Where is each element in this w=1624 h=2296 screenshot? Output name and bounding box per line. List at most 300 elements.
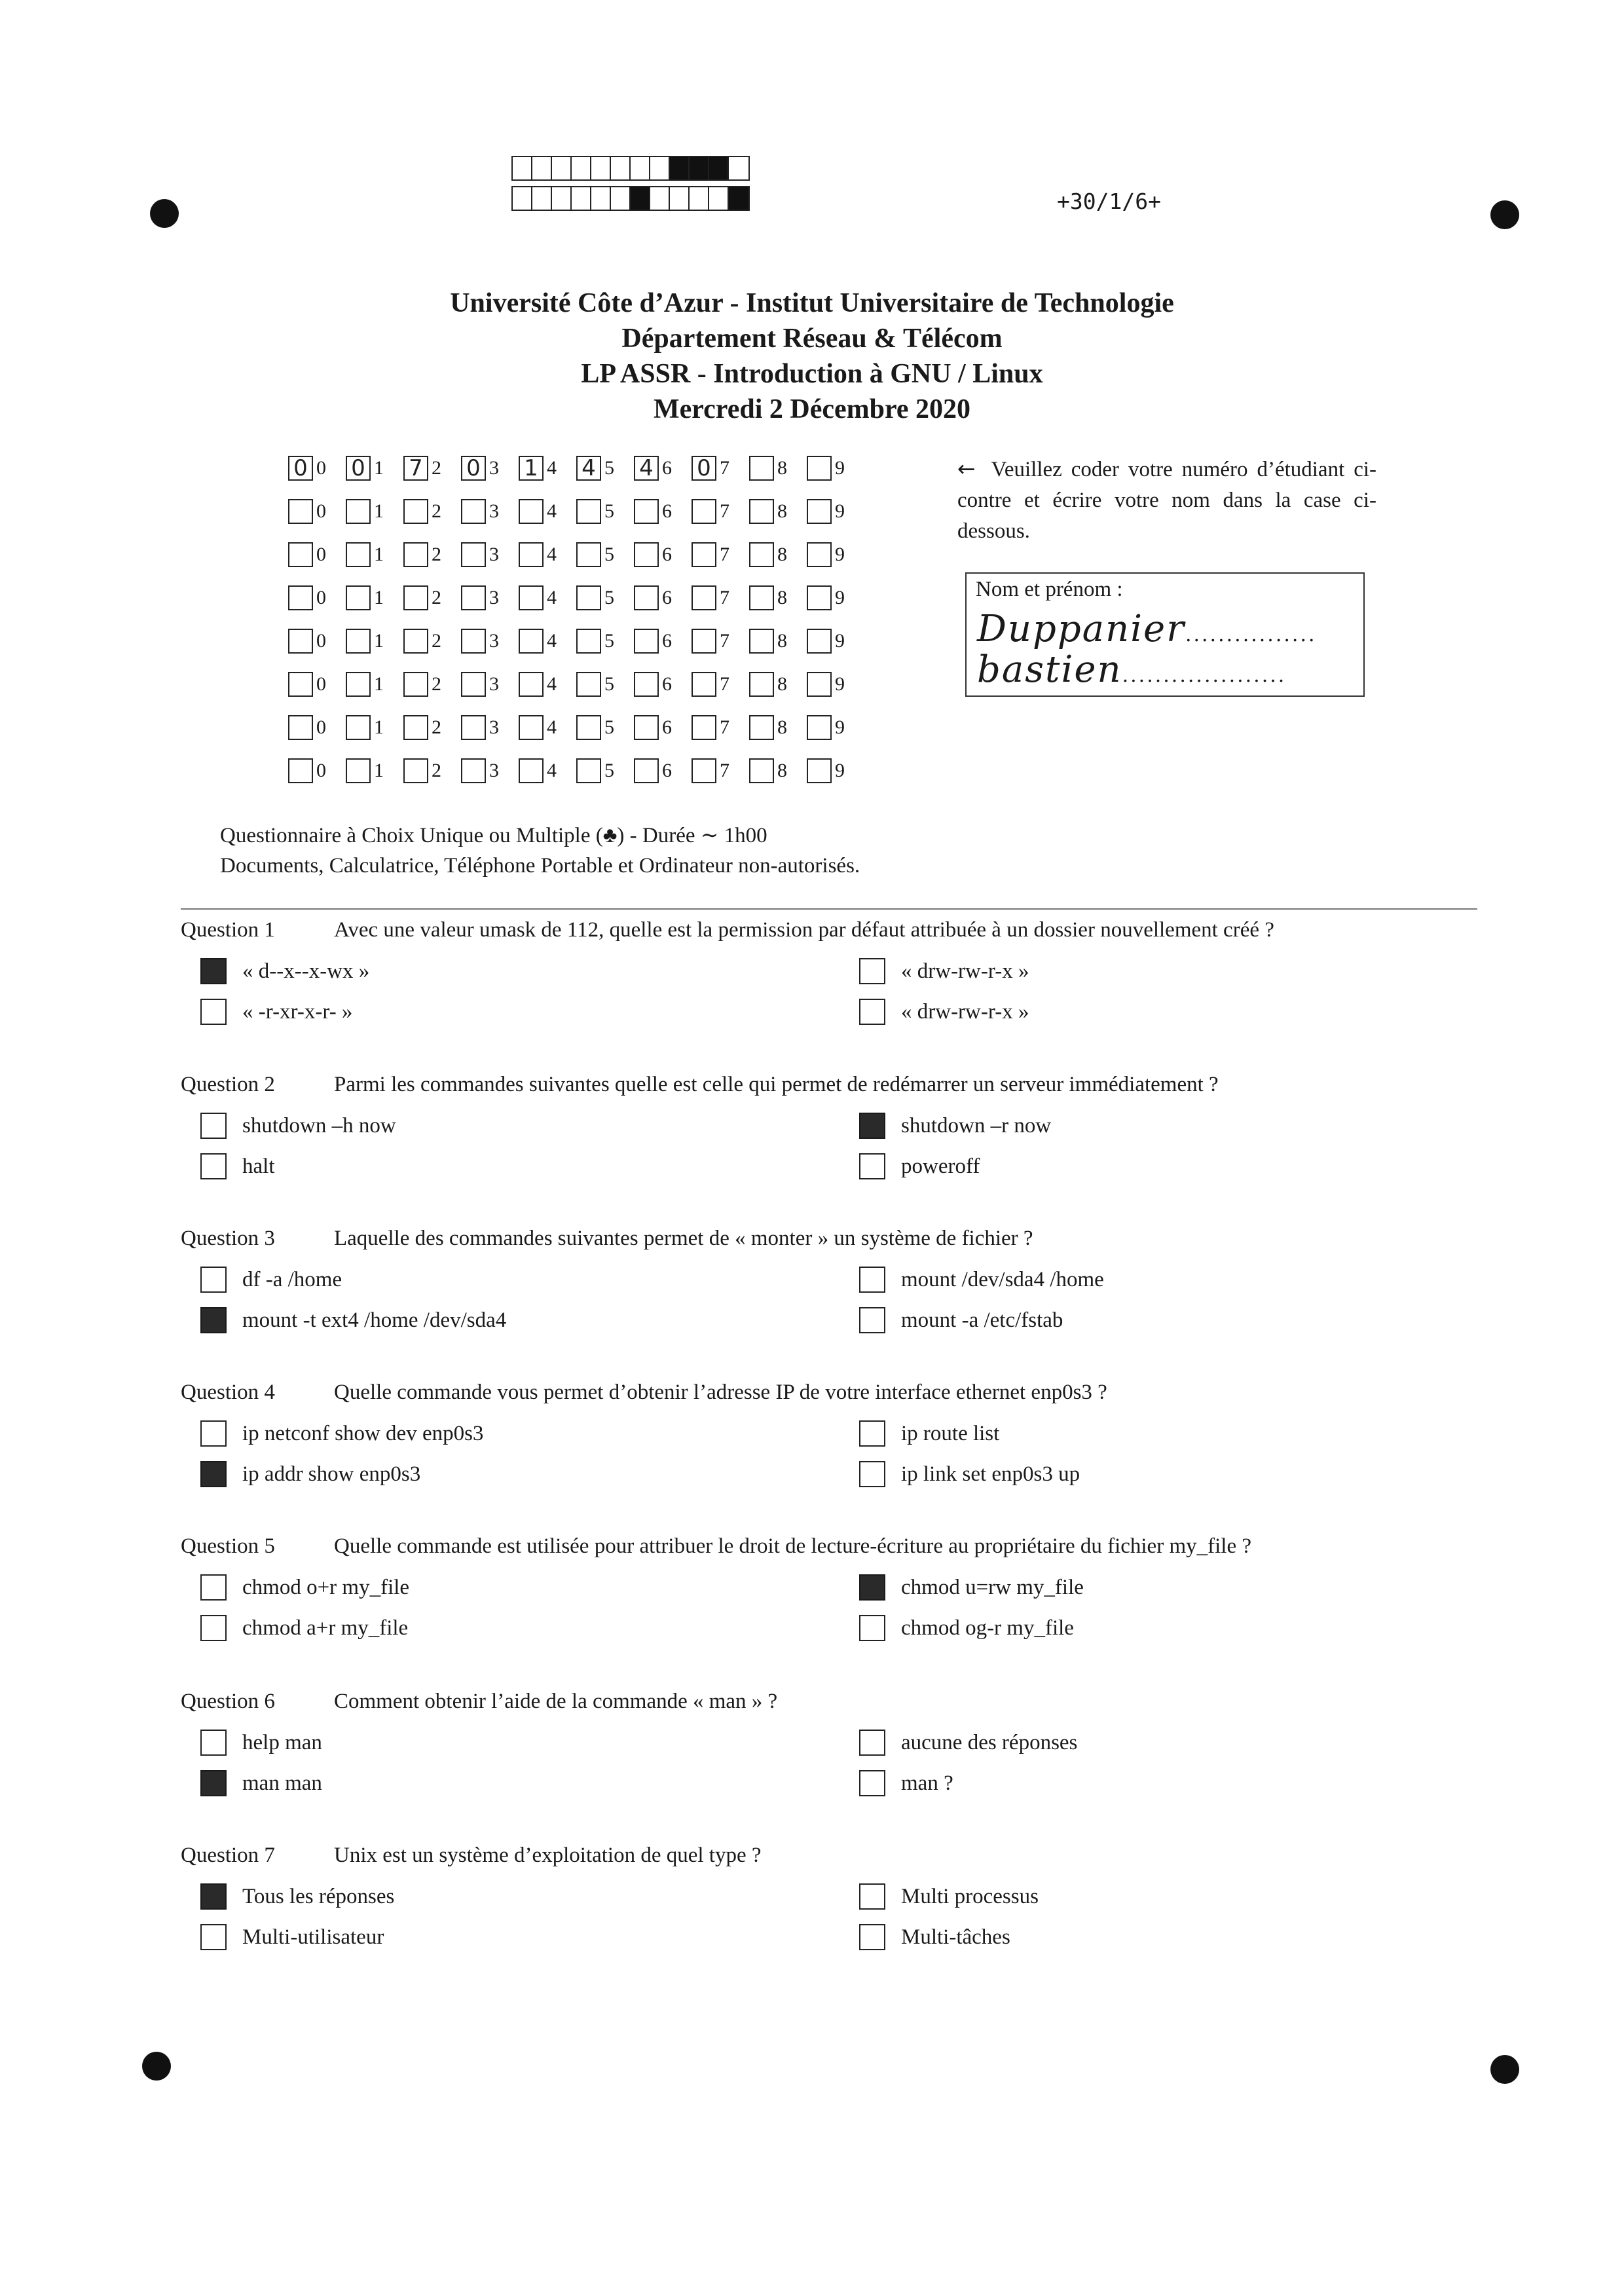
digit-checkbox[interactable]: [749, 499, 774, 524]
digit-checkbox[interactable]: [576, 629, 601, 654]
student-id-digit-cell[interactable]: [403, 499, 461, 524]
student-id-digit-cell[interactable]: [519, 499, 576, 524]
student-id-digit-cell[interactable]: [634, 672, 692, 697]
checkbox[interactable]: [200, 1730, 227, 1756]
digit-checkbox[interactable]: [461, 585, 486, 610]
answer-options: [181, 1574, 1484, 1653]
digit-checkbox[interactable]: [807, 629, 832, 654]
digit-checkbox[interactable]: [749, 542, 774, 567]
digit-label: 1: [374, 760, 384, 781]
checkbox[interactable]: [200, 1113, 227, 1139]
answer-text: « -r-xr-x-r- »: [242, 999, 353, 1024]
digit-label: 4: [547, 587, 557, 608]
digit-checkbox[interactable]: [346, 715, 371, 740]
checkbox[interactable]: [200, 1267, 227, 1293]
digit-label: 1: [374, 500, 384, 522]
digit-checkbox[interactable]: [461, 499, 486, 524]
student-id-digit-cell[interactable]: [346, 456, 403, 481]
student-id-digit-cell[interactable]: [461, 715, 519, 740]
digit-checkbox[interactable]: [634, 758, 659, 783]
answer-text: df -a /home: [242, 1267, 342, 1291]
digit-checkbox[interactable]: [634, 629, 659, 654]
answer-option[interactable]: [200, 1307, 506, 1333]
student-id-digit-cell[interactable]: [346, 585, 403, 610]
answer-option[interactable]: [859, 1730, 1077, 1756]
student-id-digit-cell[interactable]: [288, 715, 346, 740]
digit-checkbox[interactable]: [807, 758, 832, 783]
checkbox[interactable]: [200, 1420, 227, 1447]
digit-label: 9: [835, 500, 845, 522]
digit-checkbox[interactable]: 0: [288, 456, 313, 481]
student-id-digit-cell[interactable]: [288, 542, 346, 567]
answer-text: mount -t ext4 /home /dev/sda4: [242, 1308, 507, 1332]
digit-checkbox[interactable]: [576, 542, 601, 567]
student-id-digit-cell[interactable]: [461, 758, 519, 783]
digit-checkbox[interactable]: [288, 758, 313, 783]
answer-text: man man: [242, 1771, 322, 1795]
student-id-digit-cell[interactable]: [403, 672, 461, 697]
digit-checkbox[interactable]: [346, 585, 371, 610]
digit-label: 7: [720, 544, 729, 565]
checked-checkbox[interactable]: [200, 958, 227, 984]
student-id-digit-cell[interactable]: [634, 456, 692, 481]
digit-checkbox[interactable]: [634, 542, 659, 567]
student-id-digit-cell[interactable]: [288, 672, 346, 697]
question-1: [181, 918, 1484, 1037]
answer-option[interactable]: [200, 1574, 409, 1601]
student-id-digit-cell[interactable]: [346, 672, 403, 697]
student-id-digit-cell[interactable]: [807, 456, 864, 481]
answer-option[interactable]: [859, 1924, 1010, 1950]
question-number: Question 5: [181, 1534, 275, 1558]
digit-label: 2: [432, 630, 441, 652]
student-id-digit-cell[interactable]: [403, 758, 461, 783]
answer-option[interactable]: [200, 1924, 384, 1950]
checkbox[interactable]: [859, 1615, 885, 1641]
barcode-cell: [709, 187, 729, 210]
digit-checkbox[interactable]: [519, 585, 544, 610]
student-id-digit-cell[interactable]: [519, 456, 576, 481]
answer-options: [181, 1730, 1484, 1808]
student-id-digit-cell[interactable]: [634, 629, 692, 654]
question-text: Laquelle des commandes suivantes permet de « monter » un système de fichier ?: [334, 1227, 1033, 1250]
student-id-digit-cell[interactable]: [461, 672, 519, 697]
digit-checkbox[interactable]: [461, 542, 486, 567]
answer-option[interactable]: [200, 1153, 274, 1179]
student-id-digit-cell[interactable]: [403, 585, 461, 610]
digit-label: 5: [604, 500, 614, 522]
digit-checkbox[interactable]: [749, 715, 774, 740]
answer-option[interactable]: [859, 1307, 1063, 1333]
digit-checkbox[interactable]: [403, 542, 428, 567]
student-id-digit-cell[interactable]: [576, 715, 634, 740]
question-5: [181, 1534, 1484, 1653]
digit-checkbox[interactable]: [403, 758, 428, 783]
student-id-row: [288, 710, 864, 745]
answer-option[interactable]: [859, 1574, 1084, 1601]
digit-label: 9: [835, 457, 845, 479]
digit-checkbox[interactable]: [576, 672, 601, 697]
student-id-digit-cell[interactable]: [576, 499, 634, 524]
student-id-digit-cell[interactable]: [634, 542, 692, 567]
digit-checkbox[interactable]: [346, 672, 371, 697]
student-id-digit-cell[interactable]: [346, 715, 403, 740]
student-id-digit-cell[interactable]: [692, 672, 749, 697]
barcode-cell: [532, 187, 552, 210]
digit-checkbox[interactable]: [692, 629, 716, 654]
student-id-digit-cell[interactable]: [692, 715, 749, 740]
answer-option[interactable]: [200, 1461, 420, 1487]
checkbox[interactable]: [859, 1461, 885, 1487]
digit-checkbox[interactable]: 0: [461, 456, 486, 481]
checkbox[interactable]: [859, 1307, 885, 1333]
digit-checkbox[interactable]: [403, 499, 428, 524]
digit-checkbox[interactable]: [288, 499, 313, 524]
checkbox[interactable]: [859, 1730, 885, 1756]
digit-label: 6: [662, 457, 672, 479]
student-id-digit-cell[interactable]: [749, 456, 807, 481]
digit-checkbox[interactable]: [288, 542, 313, 567]
digit-checkbox[interactable]: [692, 542, 716, 567]
student-id-digit-cell[interactable]: [403, 456, 461, 481]
digit-checkbox[interactable]: [634, 499, 659, 524]
digit-label: 3: [489, 630, 499, 652]
digit-label: 5: [604, 544, 614, 565]
digit-label: 4: [547, 760, 557, 781]
student-id-row: [288, 451, 864, 486]
digit-checkbox[interactable]: [346, 542, 371, 567]
digit-label: 8: [777, 630, 787, 652]
answer-option[interactable]: [859, 1113, 1051, 1139]
digit-checkbox[interactable]: [634, 715, 659, 740]
checkbox[interactable]: [200, 1924, 227, 1950]
digit-label: 9: [835, 630, 845, 652]
digit-checkbox[interactable]: [749, 585, 774, 610]
digit-label: 6: [662, 630, 672, 652]
checkbox[interactable]: [200, 1574, 227, 1601]
digit-label: 4: [547, 716, 557, 738]
student-id-digit-cell[interactable]: [288, 499, 346, 524]
digit-checkbox[interactable]: [519, 715, 544, 740]
answer-options: [181, 1267, 1484, 1345]
answer-option[interactable]: [859, 1153, 980, 1179]
digit-checkbox[interactable]: [692, 499, 716, 524]
student-id-digit-cell[interactable]: [807, 758, 864, 783]
student-id-digit-cell[interactable]: [519, 758, 576, 783]
student-id-digit-cell[interactable]: [346, 758, 403, 783]
digit-checkbox[interactable]: [519, 542, 544, 567]
student-id-digit-cell[interactable]: [749, 499, 807, 524]
digit-checkbox[interactable]: [519, 672, 544, 697]
checkbox[interactable]: [859, 1153, 885, 1179]
student-id-digit-cell[interactable]: [403, 715, 461, 740]
student-id-digit-cell[interactable]: [749, 542, 807, 567]
digit-checkbox[interactable]: 7: [403, 456, 428, 481]
name-box[interactable]: [965, 572, 1365, 697]
student-id-digit-cell[interactable]: [634, 715, 692, 740]
student-id-digit-cell[interactable]: [576, 542, 634, 567]
digit-checkbox[interactable]: [461, 758, 486, 783]
digit-label: 9: [835, 587, 845, 608]
barcode-cell: [591, 187, 611, 210]
student-id-digit-cell[interactable]: [576, 758, 634, 783]
barcode-cell: [650, 157, 670, 179]
checkbox[interactable]: [200, 1153, 227, 1179]
student-id-digit-cell[interactable]: [749, 758, 807, 783]
id-instructions: [957, 453, 1376, 547]
digit-label: 7: [720, 760, 729, 781]
digit-label: 4: [547, 457, 557, 479]
answer-option[interactable]: [200, 1615, 408, 1641]
digit-checkbox[interactable]: 0: [346, 456, 371, 481]
answer-option[interactable]: [859, 1770, 953, 1796]
question-text: Avec une valeur umask de 112, quelle est la permission par défaut attribuée à un dossier nouvellement créé ?: [334, 918, 1274, 942]
digit-checkbox[interactable]: 1: [519, 456, 544, 481]
student-id-digit-cell[interactable]: [692, 758, 749, 783]
digit-checkbox[interactable]: [288, 585, 313, 610]
student-id-digit-cell[interactable]: [807, 542, 864, 567]
question-6: [181, 1690, 1484, 1808]
digit-checkbox[interactable]: [288, 672, 313, 697]
answer-option[interactable]: [859, 1615, 1074, 1641]
checkbox[interactable]: [859, 1267, 885, 1293]
registration-mark: [1490, 200, 1519, 229]
barcode-cell: [513, 157, 532, 179]
student-id-digit-cell[interactable]: [346, 542, 403, 567]
question-text: Parmi les commandes suivantes quelle est celle qui permet de redémarrer un serveur immédiatement ?: [334, 1073, 1219, 1096]
student-id-row: [288, 667, 864, 702]
student-id-digit-cell[interactable]: [346, 629, 403, 654]
student-id-digit-cell[interactable]: [807, 499, 864, 524]
digit-checkbox[interactable]: [749, 456, 774, 481]
student-id-digit-cell[interactable]: [576, 672, 634, 697]
digit-checkbox[interactable]: [692, 672, 716, 697]
checkbox[interactable]: [859, 1924, 885, 1950]
checkbox[interactable]: [200, 1615, 227, 1641]
digit-label: 0: [316, 544, 326, 565]
digit-label: 6: [662, 544, 672, 565]
student-id-digit-cell[interactable]: [634, 758, 692, 783]
exam-rules: Documents, Calculatrice, Téléphone Portable et Ordinateur non-autorisés.: [220, 854, 860, 878]
answer-option[interactable]: [859, 1420, 999, 1447]
digit-label: 8: [777, 760, 787, 781]
digit-checkbox[interactable]: 4: [576, 456, 601, 481]
student-id-digit-cell[interactable]: [519, 672, 576, 697]
digit-checkbox[interactable]: [749, 629, 774, 654]
registration-mark: [142, 2052, 171, 2081]
digit-label: 8: [777, 587, 787, 608]
checked-checkbox[interactable]: [859, 1574, 885, 1601]
answer-text: aucune des réponses: [901, 1730, 1078, 1754]
divider: [181, 908, 1477, 910]
checked-checkbox[interactable]: [859, 1113, 885, 1139]
digit-checkbox[interactable]: [749, 672, 774, 697]
question-3: [181, 1227, 1484, 1345]
digit-checkbox[interactable]: [576, 715, 601, 740]
answer-option[interactable]: [200, 1420, 483, 1447]
first-name: bastien: [977, 648, 1122, 691]
barcode-cell: [709, 157, 729, 179]
student-id-digit-cell[interactable]: [461, 629, 519, 654]
student-id-row: [288, 580, 864, 616]
checked-checkbox[interactable]: [200, 1307, 227, 1333]
digit-label: 6: [662, 673, 672, 695]
digit-checkbox[interactable]: [346, 758, 371, 783]
digit-checkbox[interactable]: [403, 585, 428, 610]
digit-checkbox[interactable]: [403, 672, 428, 697]
answer-option[interactable]: [200, 999, 352, 1025]
digit-checkbox[interactable]: [807, 585, 832, 610]
digit-label: 2: [432, 500, 441, 522]
digit-checkbox[interactable]: [461, 672, 486, 697]
answer-text: Tous les réponses: [242, 1884, 395, 1908]
digit-checkbox[interactable]: [576, 758, 601, 783]
answer-option[interactable]: [859, 1461, 1080, 1487]
student-id-digit-cell[interactable]: [807, 629, 864, 654]
student-id-digit-cell[interactable]: [807, 715, 864, 740]
digit-checkbox[interactable]: [807, 715, 832, 740]
student-id-digit-cell[interactable]: [288, 456, 346, 481]
student-id-digit-cell[interactable]: [461, 542, 519, 567]
student-id-digit-cell[interactable]: [692, 499, 749, 524]
digit-checkbox[interactable]: [576, 499, 601, 524]
student-id-digit-cell[interactable]: [576, 585, 634, 610]
digit-checkbox[interactable]: [461, 629, 486, 654]
student-id-digit-cell[interactable]: [519, 715, 576, 740]
student-id-digit-cell[interactable]: [403, 542, 461, 567]
digit-checkbox[interactable]: [403, 715, 428, 740]
question-number: Question 1: [181, 918, 275, 942]
student-id-digit-cell[interactable]: [634, 499, 692, 524]
barcode-cell: [670, 187, 690, 210]
answer-option[interactable]: [859, 958, 1029, 984]
student-id-grid: [288, 451, 864, 796]
student-id-digit-cell[interactable]: [692, 585, 749, 610]
digit-label: 2: [432, 457, 441, 479]
digit-checkbox[interactable]: [807, 499, 832, 524]
question-header: [181, 1073, 1484, 1097]
student-id-row: [288, 537, 864, 572]
digit-checkbox[interactable]: [461, 715, 486, 740]
student-id-digit-cell[interactable]: [403, 629, 461, 654]
checkbox[interactable]: [859, 1420, 885, 1447]
student-id-digit-cell[interactable]: [692, 456, 749, 481]
digit-checkbox[interactable]: [692, 585, 716, 610]
student-id-digit-cell[interactable]: [461, 499, 519, 524]
digit-label: 8: [777, 673, 787, 695]
student-id-digit-cell[interactable]: [749, 715, 807, 740]
exam-format: Questionnaire à Choix Unique ou Multiple (♣) - Durée ∼ 1h00: [220, 824, 767, 847]
answer-option[interactable]: [200, 1730, 322, 1756]
checked-checkbox[interactable]: [200, 1461, 227, 1487]
digit-checkbox[interactable]: [346, 499, 371, 524]
answer-option[interactable]: [200, 958, 369, 984]
digit-checkbox[interactable]: [346, 629, 371, 654]
student-id-digit-cell[interactable]: [346, 499, 403, 524]
student-id-digit-cell[interactable]: [749, 672, 807, 697]
answer-option[interactable]: [200, 1883, 394, 1910]
digit-checkbox[interactable]: [807, 542, 832, 567]
digit-label: 4: [547, 630, 557, 652]
digit-checkbox[interactable]: [403, 629, 428, 654]
student-id-digit-cell[interactable]: [692, 629, 749, 654]
digit-checkbox[interactable]: [519, 499, 544, 524]
digit-label: 2: [432, 716, 441, 738]
checkbox[interactable]: [859, 1883, 885, 1910]
student-id-digit-cell[interactable]: [519, 629, 576, 654]
student-id-digit-cell[interactable]: [807, 672, 864, 697]
barcode-bottom: [511, 186, 750, 211]
student-id-digit-cell[interactable]: [692, 542, 749, 567]
answer-option[interactable]: [200, 1770, 322, 1796]
exam-header: [0, 286, 1624, 427]
digit-checkbox[interactable]: [807, 456, 832, 481]
left-arrow-icon: ←: [957, 456, 976, 481]
digit-label: 6: [662, 587, 672, 608]
student-id-digit-cell[interactable]: [461, 585, 519, 610]
digit-checkbox[interactable]: 4: [634, 456, 659, 481]
digit-checkbox[interactable]: [519, 758, 544, 783]
digit-checkbox[interactable]: [519, 629, 544, 654]
answer-option[interactable]: [859, 1883, 1039, 1910]
answer-option[interactable]: [200, 1113, 396, 1139]
student-id-digit-cell[interactable]: [576, 456, 634, 481]
digit-checkbox[interactable]: 0: [692, 456, 716, 481]
digit-checkbox[interactable]: [749, 758, 774, 783]
answer-text: mount /dev/sda4 /home: [901, 1267, 1104, 1291]
instructions-text: Veuillez coder votre numéro d’étudiant ci-contre et écrire votre nom dans la case ci-dessous.: [957, 458, 1376, 543]
student-id-digit-cell[interactable]: [288, 585, 346, 610]
student-id-digit-cell[interactable]: [749, 629, 807, 654]
answer-option[interactable]: [200, 1267, 342, 1293]
digit-checkbox[interactable]: [692, 715, 716, 740]
barcode-cell: [650, 187, 670, 210]
digit-checkbox[interactable]: [692, 758, 716, 783]
student-id-digit-cell[interactable]: [576, 629, 634, 654]
checked-checkbox[interactable]: [200, 1883, 227, 1910]
digit-checkbox[interactable]: [634, 585, 659, 610]
digit-checkbox[interactable]: [288, 715, 313, 740]
answer-text: shutdown –r now: [901, 1113, 1052, 1138]
digit-checkbox[interactable]: [288, 629, 313, 654]
answer-option[interactable]: [859, 999, 1029, 1025]
student-id-digit-cell[interactable]: [634, 585, 692, 610]
digit-label: 5: [604, 760, 614, 781]
exam-intro: [220, 821, 860, 881]
digit-checkbox[interactable]: [807, 672, 832, 697]
student-id-digit-cell[interactable]: [288, 758, 346, 783]
digit-checkbox[interactable]: [634, 672, 659, 697]
barcode-cell: [611, 157, 631, 179]
student-id-digit-cell[interactable]: [807, 585, 864, 610]
student-id-digit-cell[interactable]: [461, 456, 519, 481]
student-id-digit-cell[interactable]: [519, 585, 576, 610]
student-id-digit-cell[interactable]: [288, 629, 346, 654]
course-title: LP ASSR - Introduction à GNU / Linux: [581, 359, 1043, 389]
checkbox[interactable]: [859, 1770, 885, 1796]
answer-options: [181, 1883, 1484, 1962]
digit-label: 2: [432, 587, 441, 608]
student-id-digit-cell[interactable]: [519, 542, 576, 567]
barcode-cell: [591, 157, 611, 179]
checkbox[interactable]: [859, 999, 885, 1025]
checkbox[interactable]: [200, 999, 227, 1025]
student-id-digit-cell[interactable]: [749, 585, 807, 610]
digit-checkbox[interactable]: [576, 585, 601, 610]
answer-option[interactable]: [859, 1267, 1104, 1293]
checkbox[interactable]: [859, 958, 885, 984]
checked-checkbox[interactable]: [200, 1770, 227, 1796]
